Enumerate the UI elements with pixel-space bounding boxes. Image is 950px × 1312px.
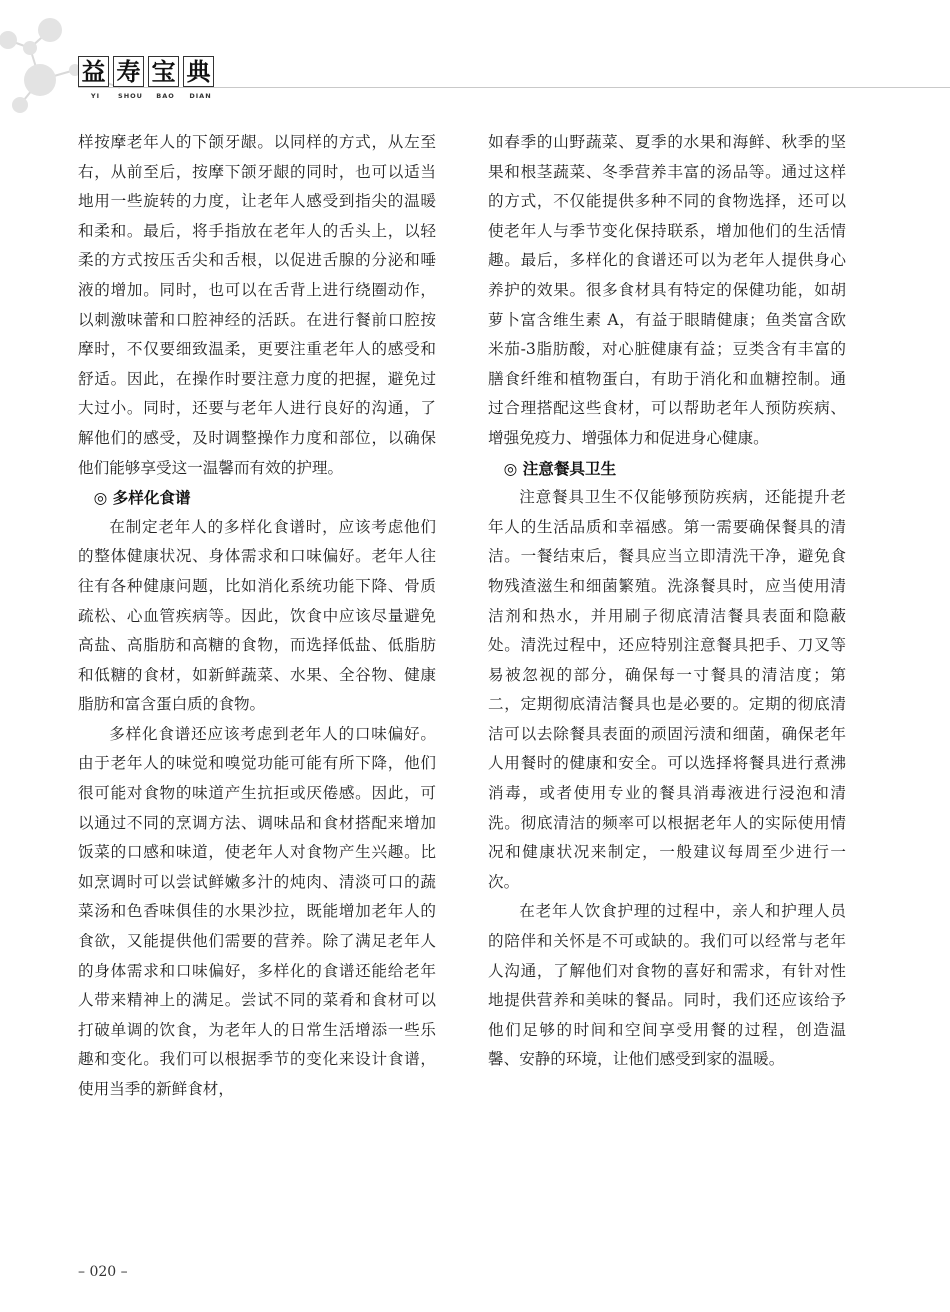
page-number: – 020 – <box>78 1264 128 1280</box>
header-rule <box>78 87 950 88</box>
title-char: 宝 <box>148 56 179 87</box>
paragraph: 如春季的山野蔬菜、夏季的水果和海鲜、秋季的坚果和根茎蔬菜、冬季营养丰富的汤品等。通过这样的方式，不仅能提供多种不同的食物选择，还可以使老年人与季节变化保持联系，增加他们的生活情趣。最后，多样化的食谱还可以为老年人提供身心养护的效果。很多食材具有特定的保健功能，如胡萝卜富含维生素 A，有益于眼睛健康；鱼类富含欧米茄-3脂肪酸，对心脏健康有益；豆类含有丰富的膳食纤维和植物蛋白，有助于消化和血糖控制。通过合理搭配这些食材，可以帮助老年人预防疾病、增强免疫力、增强体力和促进身心健康。 <box>488 133 846 447</box>
title-char: 典 <box>183 56 214 87</box>
paragraph: 在制定老年人的多样化食谱时，应该考虑他们的整体健康状况、身体需求和口味偏好。老年人往往有各种健康问题，比如消化系统功能下降、骨质疏松、心血管疾病等。因此，饮食中应该尽量避免高盐、高脂肪和高糖的食物，而选择低盐、低脂肪和低糖的食材，如新鲜蔬菜、水果、全谷物、健康脂肪和富含蛋白质的食物。 <box>78 517 436 714</box>
book-title <box>78 56 218 87</box>
paragraph: 样按摩老年人的下颌牙龈。以同样的方式，从左至右，从前至后，按摩下颌牙龈的同时，也可以适当地用一些旋转的力度，让老年人感受到指尖的温暖和柔和。最后，将手指放在老年人的舌头上，以轻柔的方式按压舌尖和舌根，以促进舌腺的分泌和唾液的增加。同时，也可以在舌背上进行绕圈动作，以刺激味蕾和口腔神经的活跃。在进行餐前口腔按摩时，不仅要细致温柔，更要注重老年人的感受和舒适。因此，在操作时要注意力度的把握，避免过大过小。同时，还要与老年人进行良好的沟通，了解他们的感受，及时调整操作力度和部位，以确保他们能够享受这一温馨而有效的护理。 <box>78 133 436 477</box>
right-column <box>488 128 846 1075</box>
title-char: 寿 <box>113 56 144 87</box>
paragraph: 注意餐具卫生不仅能够预防疾病，还能提升老年人的生活品质和幸福感。第一需要确保餐具的清洁。一餐结束后，餐具应当立即清洗干净，避免食物残渣滋生和细菌繁殖。洗涤餐具时，应当使用清洁剂和热水，并用刷子彻底清洁餐具表面和隐蔽处。清洗过程中，还应特别注意餐具把手、刀叉等易被忽视的部分，确保每一寸餐具的清洁度；第二，定期彻底清洁餐具也是必要的。定期的彻底清洁可以去除餐具表面的顽固污渍和细菌，确保老年人用餐时的健康和安全。可以选择将餐具进行煮沸消毒，或者使用专业的餐具消毒液进行浸泡和清洗。彻底清洁的频率可以根据老年人的实际使用情况和健康状况来制定，一般建议每周至少进行一次。 <box>488 488 846 891</box>
title-char: 益 <box>78 56 109 87</box>
section-heading-tableware-hygiene: ◎ 注意餐具卫生 <box>503 458 617 478</box>
book-title-pinyin <box>78 92 218 100</box>
left-column <box>78 128 436 1105</box>
paragraph: 在老年人饮食护理的过程中，亲人和护理人员的陪伴和关怀是不可或缺的。我们可以经常与老年人沟通，了解他们对食物的喜好和需求，有针对性地提供营养和美味的餐品。同时，我们还应该给予他们足够的时间和空间享受用餐的过程，创造温馨、安静的环境，让他们感受到家的温暖。 <box>488 902 846 1069</box>
pinyin-syllable: SHOU <box>118 92 143 100</box>
section-heading-diverse-recipes: ◎ 多样化食谱 <box>93 488 191 508</box>
pinyin-syllable: BAO <box>156 92 175 100</box>
pinyin-syllable: YI <box>90 92 101 100</box>
paragraph: 多样化食谱还应该考虑到老年人的口味偏好。由于老年人的味觉和嗅觉功能可能有所下降，他们很可能对食物的味道产生抗拒或厌倦感。因此，可以通过不同的烹调方法、调味品和食材搭配来增加饭菜的口感和味道，使老年人对食物产生兴趣。比如烹调时可以尝试鲜嫩多汁的炖肉、清淡可口的蔬菜汤和色香味俱佳的水果沙拉，既能增加老年人的食欲，又能提供他们需要的营养。除了满足老年人的身体需求和口味偏好，多样化的食谱还能给老年人带来精神上的满足。尝试不同的菜肴和食材可以打破单调的饮食，为老年人的日常生活增添一些乐趣和变化。我们可以根据季节的变化来设计食谱，使用当季的新鲜食材， <box>78 724 436 1098</box>
pinyin-syllable: DIAN <box>189 92 212 100</box>
